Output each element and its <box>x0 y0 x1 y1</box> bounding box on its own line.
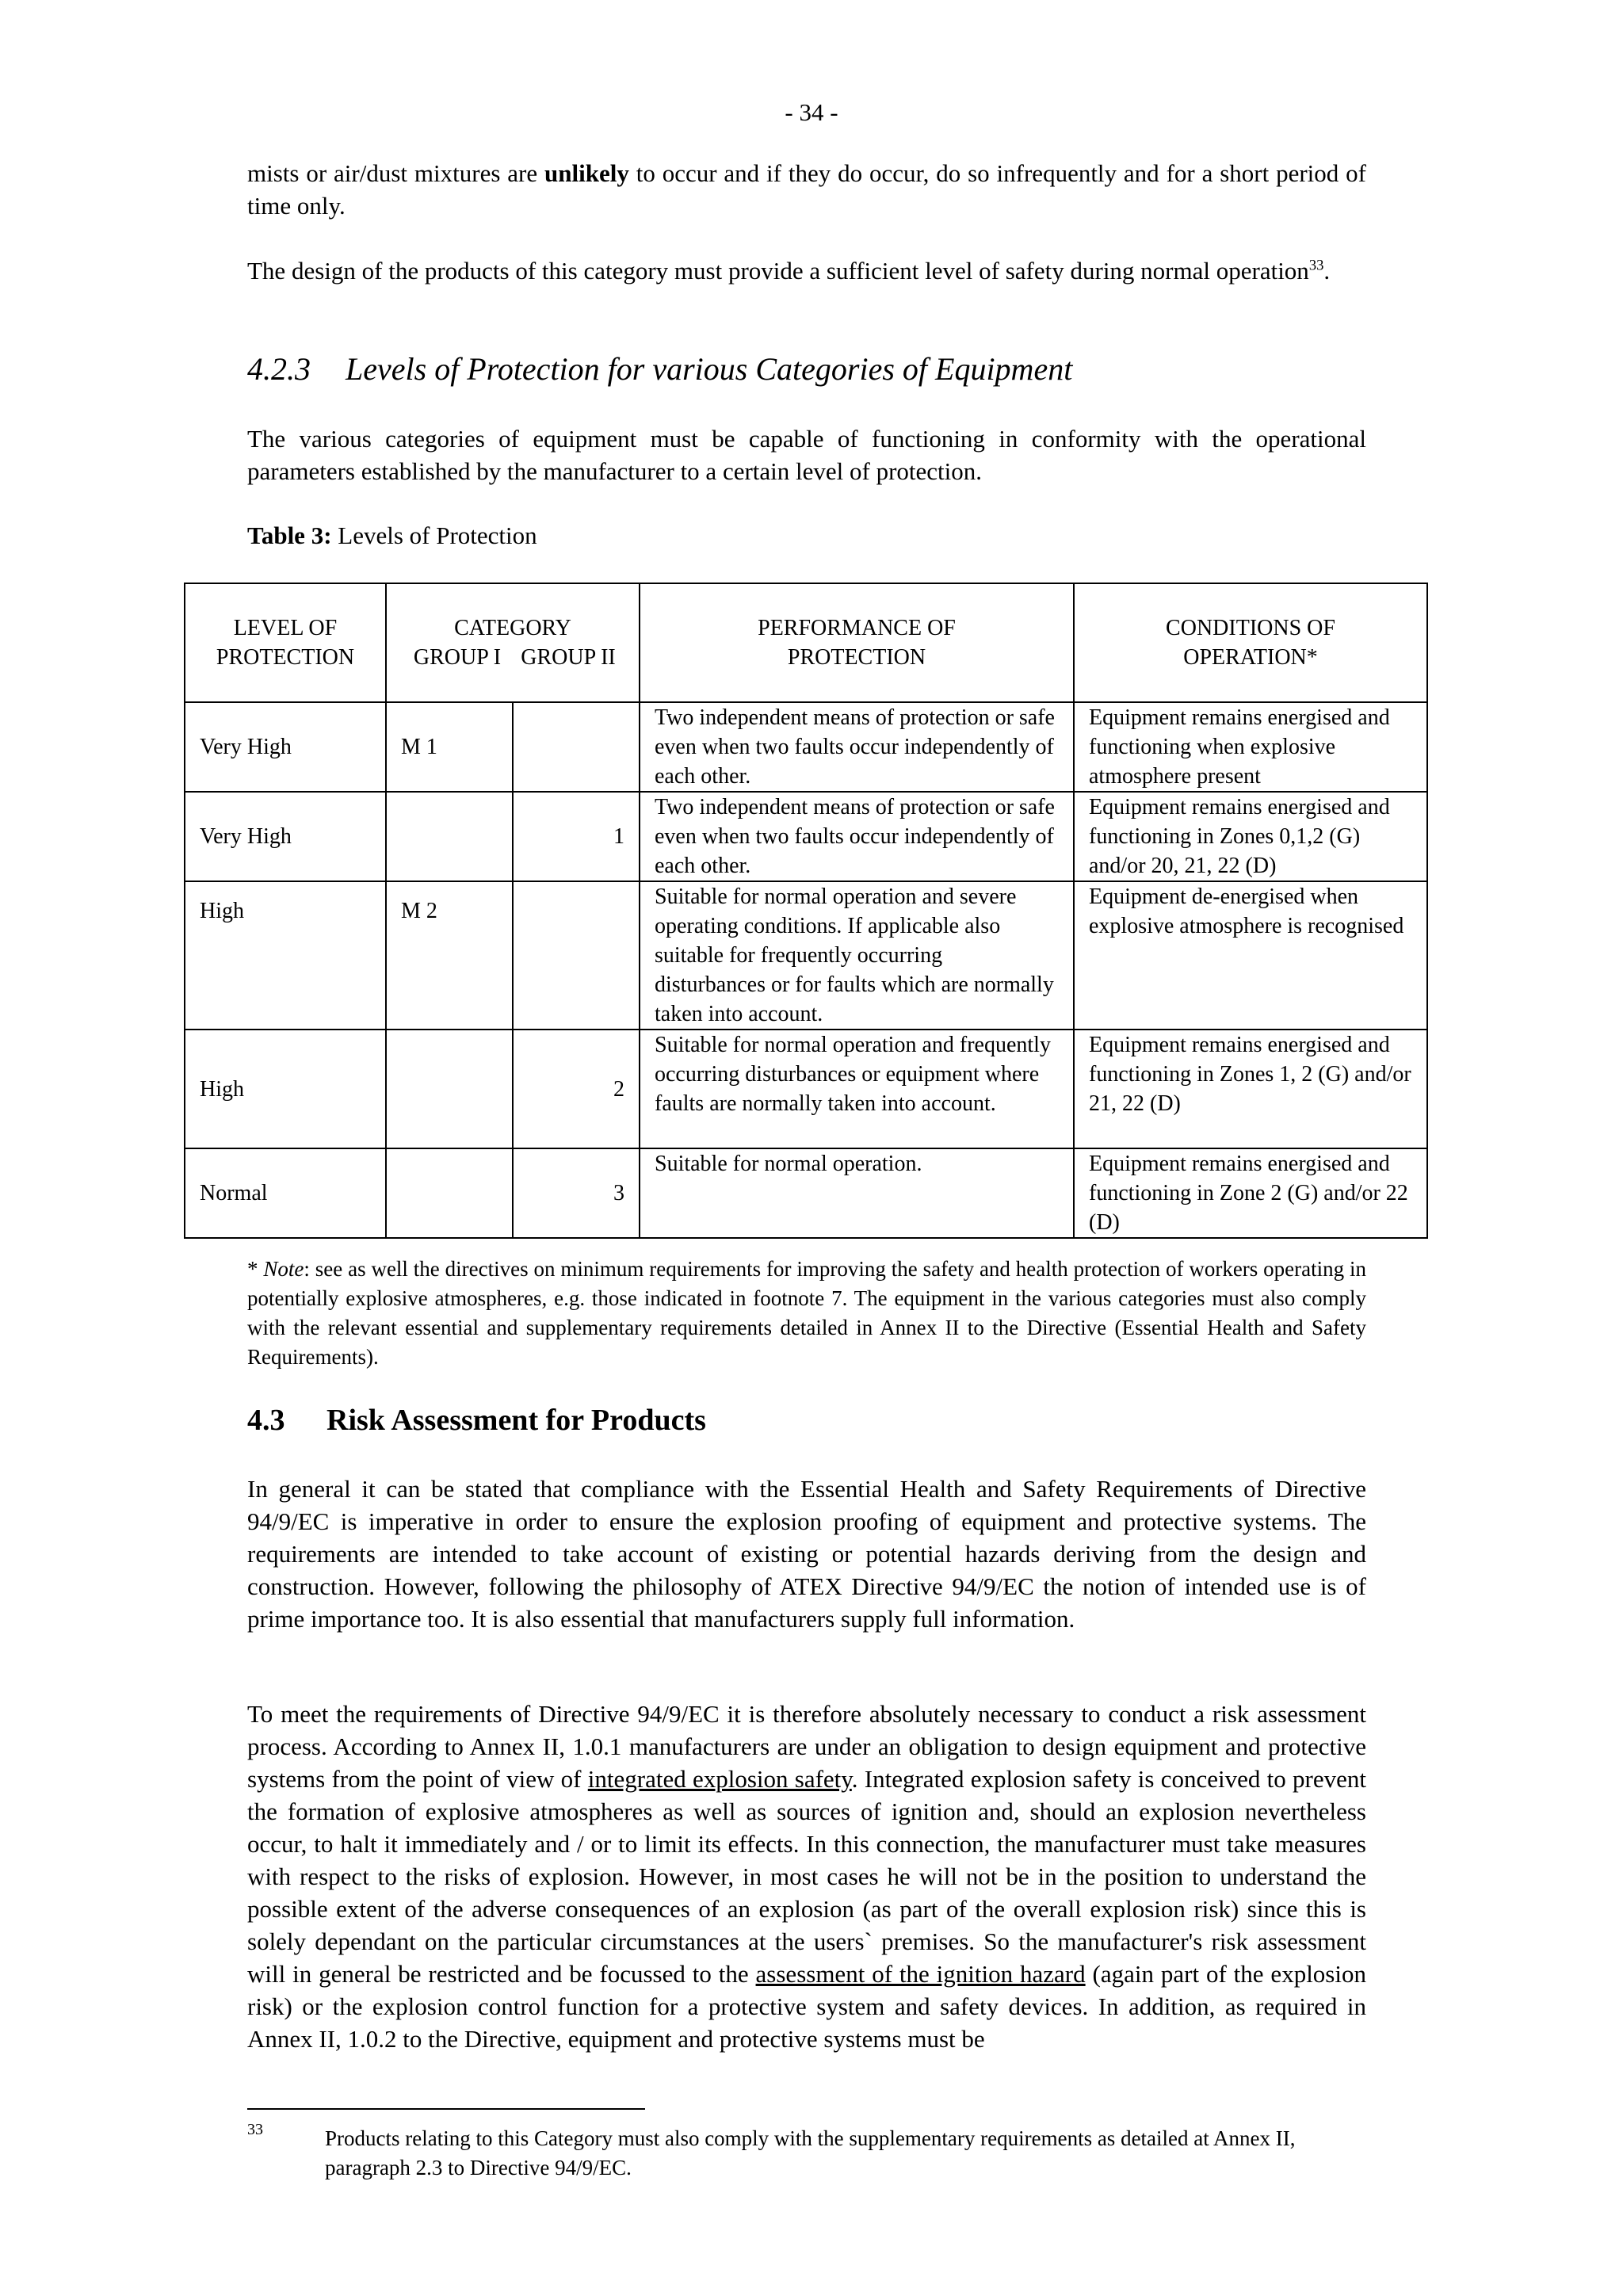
paragraph-design-safety <box>247 254 1366 287</box>
header-level <box>185 583 386 702</box>
section-heading-4-2-3 <box>247 350 1072 388</box>
header-conditions-line1: CONDITIONS OF <box>1166 616 1335 640</box>
para2-text: The design of the products of this category must provide a sufficient level of safety during normal operation <box>247 257 1309 285</box>
cell-group1: M 1 <box>386 702 513 792</box>
cell-group2 <box>513 881 640 1030</box>
table-row <box>185 881 1427 1030</box>
page-number: - 34 - <box>785 98 838 126</box>
cell-group2: 1 <box>513 792 640 881</box>
header-level-line1: LEVEL OF <box>233 616 338 640</box>
cell-performance: Suitable for normal operation. <box>640 1148 1074 1238</box>
table-caption <box>247 521 537 550</box>
cell-group2: 3 <box>513 1148 640 1238</box>
paragraph-category-3-end <box>247 157 1366 222</box>
cell-conditions: Equipment remains energised and functioning in Zone 2 (G) and/or 22 (D) <box>1074 1148 1427 1238</box>
section-title: Levels of Protection for various Categories of Equipment <box>346 351 1073 387</box>
para5-part2: . Integrated explosion safety is conceived to prevent the formation of explosive atmospheres as well as sources of ignition and, should an explosion nevertheless occur, to halt it immediately and / or to limit its effects. In this connection, the manufacturer must take measures with respect to the risks of explosion. However, in most cases he will not be in the position to understand the possible extent of the adverse consequences of an explosion (as part of the overall explosion risk) since this is solely dependant on the particular circumstances at the users` premises. So the manufacturer's risk assessment will in general be restricted and be focussed to the <box>247 1765 1366 1988</box>
table-caption-label: Table 3: <box>247 521 332 549</box>
footnote-separator <box>247 2108 645 2110</box>
section-title: Risk Assessment for Products <box>327 1404 706 1437</box>
cell-level: Normal <box>185 1148 386 1238</box>
para5-part1: To meet the requirements of Directive 94/9/EC it is therefore absolutely necessary to conduct a risk assessment process. According to Annex II, 1.0.1 manufacturers are under an obligation to design equipment and protective systems from the point of view of <box>247 1700 1366 1793</box>
header-conditions-line2: OPERATION* <box>1183 645 1318 670</box>
section-number: 4.2.3 <box>247 351 311 387</box>
section-number: 4.3 <box>247 1404 285 1437</box>
cell-conditions: Equipment de-energised when explosive atmosphere is recognised <box>1074 881 1427 1030</box>
header-category-line1: CATEGORY <box>454 616 571 640</box>
table-note <box>247 1255 1366 1372</box>
cell-level: Very High <box>185 792 386 881</box>
header-performance-line2: PROTECTION <box>787 645 926 670</box>
para5-part3: (again part of the explosion risk) or the explosion control function for a protective system and safety devices. In addition, as required in Annex II, 1.0.2 to the Directive, equipment and protective systems must be <box>247 1960 1366 2053</box>
header-conditions <box>1074 583 1427 702</box>
note-star: * <box>247 1257 264 1281</box>
note-text: : see as well the directives on minimum requirements for improving the safety and health protection of workers operating in potentially explosive atmospheres, e.g. those indicated in footnote 7. The equipment in the various categories must also comply with the relevant essential and supplementary requirements detailed in Annex II to the Directive (Essential Health and Safety Requirements). <box>247 1257 1367 1369</box>
footnote-text: Products relating to this Category must also comply with the supplementary requirements as detailed at Annex II, paragraph 2.3 to Directive 94/9/EC. <box>325 2126 1296 2179</box>
cell-performance: Two independent means of protection or safe even when two faults occur independently of each other. <box>640 792 1074 881</box>
note-label: Note <box>263 1257 304 1281</box>
cell-group2: 2 <box>513 1030 640 1148</box>
cell-performance: Suitable for normal operation and severe operating conditions. If applicable also suitable for frequently occurring disturbances or for faults which are normally taken into account. <box>640 881 1074 1030</box>
header-group-2: GROUP II <box>521 645 616 670</box>
paragraph-categories-functioning: The various categories of equipment must be capable of functioning in conformity with the operational parameters established by the manufacturer to a certain level of protection. <box>247 425 1366 485</box>
paragraph-compliance: In general it can be stated that compliance with the Essential Health and Safety Requirements of Directive 94/9/EC is imperative in order to ensure the explosion proofing of equipment and protective systems. The requirements are intended to take account of existing or potential hazards deriving from the design and construction. However, following the philosophy of ATEX Directive 94/9/EC the notion of intended use is of prime importance too. It is also essential that manufacturers supply full information. <box>247 1475 1366 1633</box>
integrated-explosion-safety-term: integrated explosion safety <box>587 1765 852 1793</box>
header-level-line2: PROTECTION <box>216 645 355 670</box>
footnote-marker: 33 <box>247 2121 263 2138</box>
table-row <box>185 1030 1427 1148</box>
levels-of-protection-table <box>184 583 1428 1239</box>
table-row <box>185 1148 1427 1238</box>
cell-group1 <box>386 792 513 881</box>
cell-level: High <box>185 1030 386 1148</box>
cell-level: High <box>185 881 386 1030</box>
section-heading-4-3 <box>247 1403 706 1438</box>
cell-group1 <box>386 1030 513 1148</box>
ignition-hazard-term: assessment of the ignition hazard <box>755 1960 1086 1988</box>
cell-group1: M 2 <box>386 881 513 1030</box>
cell-group1 <box>386 1148 513 1238</box>
cell-group2 <box>513 702 640 792</box>
para2-end: . <box>1323 257 1331 285</box>
paragraph-risk-assessment <box>247 1698 1366 2055</box>
cell-conditions: Equipment remains energised and functioning in Zones 1, 2 (G) and/or 21, 22 (D) <box>1074 1030 1427 1148</box>
cell-performance: Two independent means of protection or safe even when two faults occur independently of each other. <box>640 702 1074 792</box>
header-performance-line1: PERFORMANCE OF <box>758 616 956 640</box>
header-category <box>386 583 640 702</box>
para1-after: to occur and if they do occur, do so infrequently and for a short period of time only. <box>247 159 1366 220</box>
unlikely-bold: unlikely <box>544 159 629 187</box>
cell-performance: Suitable for normal operation and frequently occurring disturbances or equipment where faults are normally taken into account. <box>640 1030 1074 1148</box>
header-performance <box>640 583 1074 702</box>
footnote-ref-33[interactable]: 33 <box>1308 257 1324 274</box>
table-row <box>185 792 1427 881</box>
table-caption-text: Levels of Protection <box>331 521 537 549</box>
para1-before: mists or air/dust mixtures are <box>247 159 544 187</box>
table-row <box>185 702 1427 792</box>
cell-level: Very High <box>185 702 386 792</box>
cell-conditions: Equipment remains energised and functioning when explosive atmosphere present <box>1074 702 1427 792</box>
cell-conditions: Equipment remains energised and functioning in Zones 0,1,2 (G) and/or 20, 21, 22 (D) <box>1074 792 1427 881</box>
header-group-1: GROUP I <box>413 645 502 670</box>
table-header-row <box>185 583 1427 702</box>
